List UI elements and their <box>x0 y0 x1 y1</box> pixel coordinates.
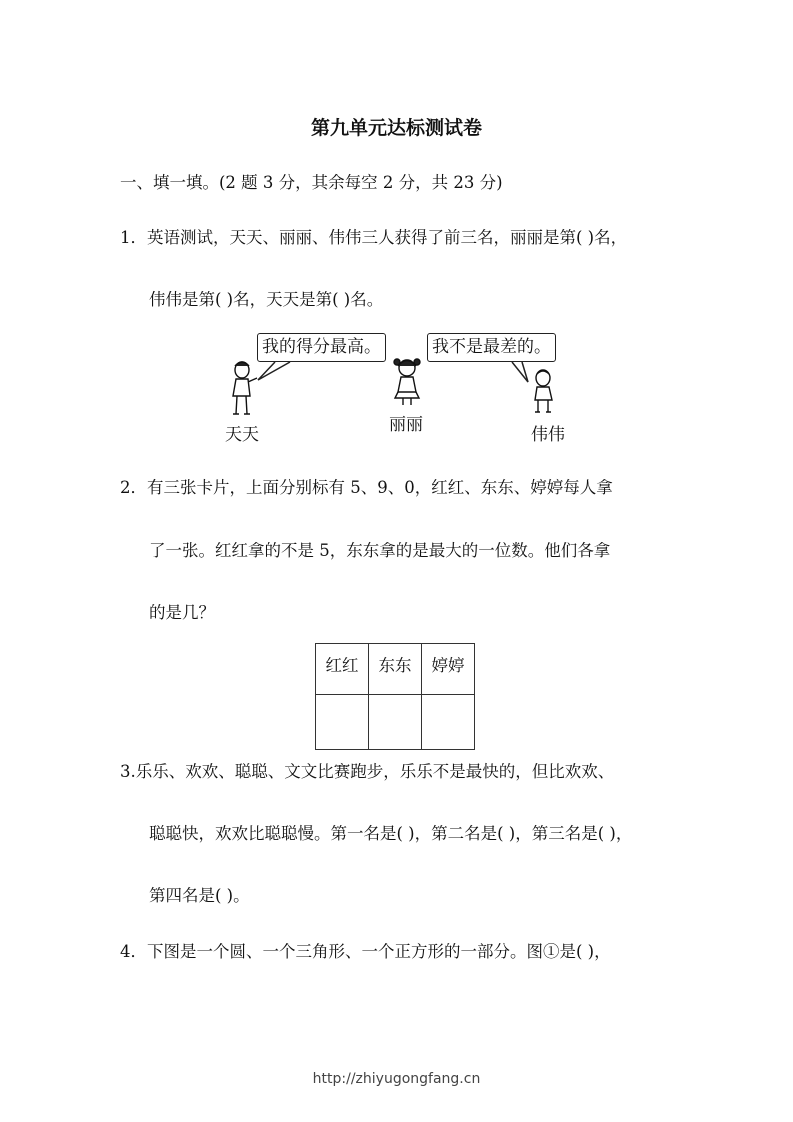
boy-weiwei-icon <box>535 370 552 412</box>
table-header-tingting: 婷婷 <box>422 644 475 695</box>
name-label-tiantian: 天天 <box>225 425 259 445</box>
q3-line1: 3.乐乐、欢欢、聪聪、文文比赛跑步，乐乐不是最快的，但比欢欢、 <box>120 762 615 781</box>
speech-bubble-right: 我不是最差的。 <box>427 333 556 362</box>
q2-line2: 了一张。红红拿的不是 5，东东拿的是最大的一位数。他们各拿 <box>149 541 611 560</box>
q2-line1: 2．有三张卡片，上面分别标有 5、9、0，红红、东东、婷婷每人拿 <box>120 478 613 497</box>
page-title: 第九单元达标测试卷 <box>310 117 482 139</box>
q1-line1: 1．英语测试，天天、丽丽、伟伟三人获得了前三名，丽丽是第( )名， <box>120 228 628 247</box>
boy-tiantian-icon <box>233 362 257 414</box>
speech-bubble-left: 我的得分最高。 <box>257 333 386 362</box>
table-header-dongdong: 东东 <box>369 644 422 695</box>
bubble-tail-right-icon <box>512 362 528 382</box>
q4-line1: 4．下图是一个圆、一个三角形、一个正方形的一部分。图①是( )， <box>120 942 611 961</box>
footer-url: http://zhiyugongfang.cn <box>312 1071 481 1087</box>
girl-lili-icon <box>394 359 420 405</box>
q2-line3: 的是几？ <box>149 603 215 622</box>
answer-cell-dongdong[interactable] <box>369 695 422 750</box>
section-heading: 一、填一填。(2 题 3 分，其余每空 2 分，共 23 分) <box>120 173 503 192</box>
children-drawing <box>0 0 793 460</box>
answer-table <box>315 643 475 750</box>
answer-cell-honghong[interactable] <box>316 695 369 750</box>
table-header-honghong: 红红 <box>316 644 369 695</box>
name-label-weiwei: 伟伟 <box>531 425 565 445</box>
answer-cell-tingting[interactable] <box>422 695 475 750</box>
bubble-tail-left-icon <box>258 362 290 380</box>
q1-line2: 伟伟是第( )名，天天是第( )名。 <box>149 290 384 309</box>
q3-line3: 第四名是( )。 <box>149 886 250 905</box>
q3-line2: 聪聪快，欢欢比聪聪慢。第一名是( )，第二名是( )，第三名是( )， <box>149 824 633 843</box>
name-label-lili: 丽丽 <box>389 415 423 435</box>
